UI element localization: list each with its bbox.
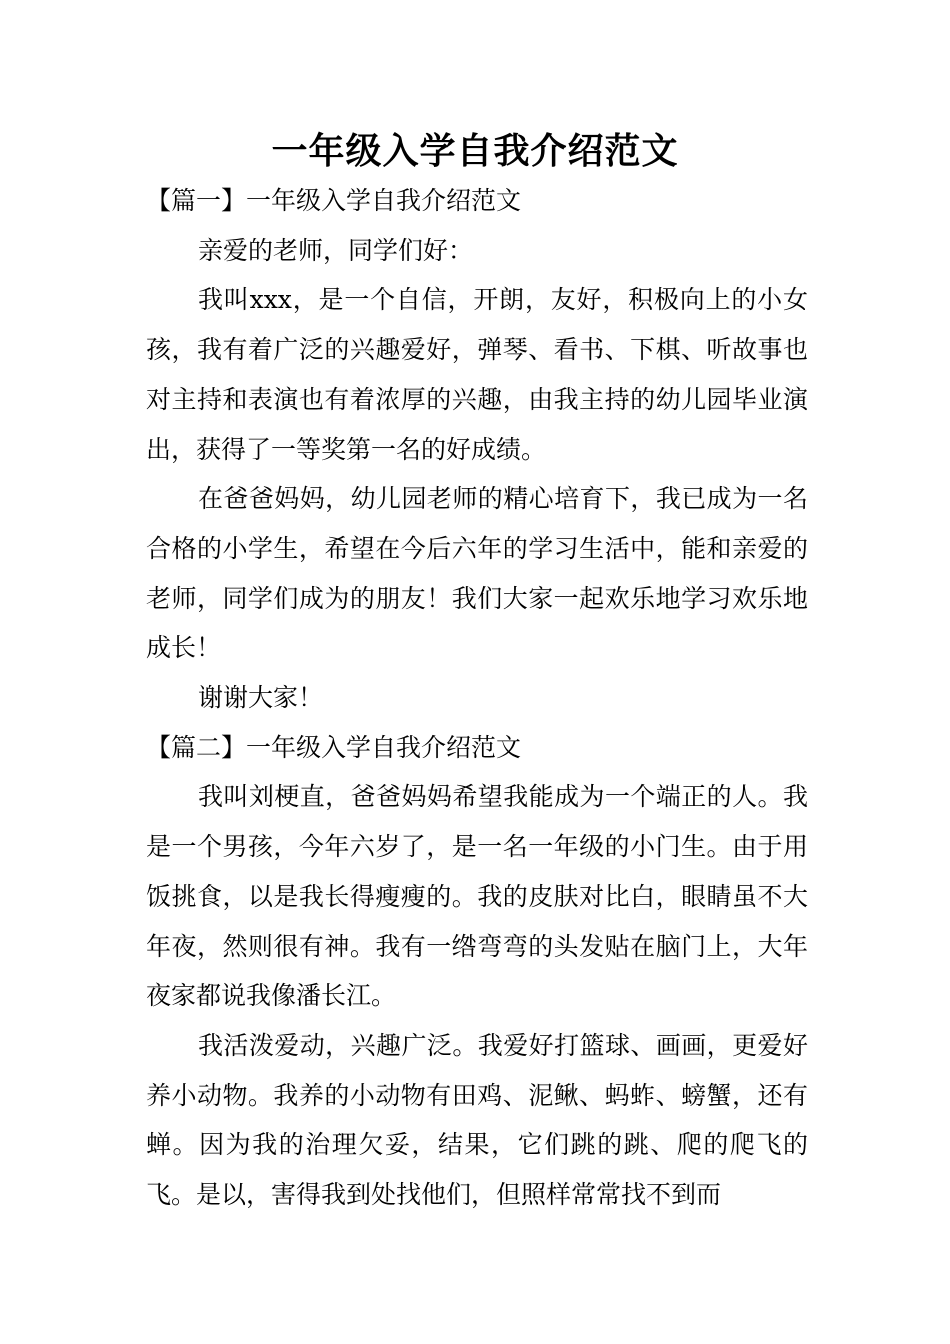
paragraph-greeting: 亲爱的老师，同学们好： xyxy=(198,235,474,265)
document-body xyxy=(146,176,808,1220)
section-heading-2: 【篇二】一年级入学自我介绍范文 xyxy=(146,732,522,762)
paragraph-thanks: 谢谢大家！ xyxy=(198,683,324,713)
paragraph-hobbies: 我活泼爱动，兴趣广泛。我爱好打篮球、画画，更爱好养小动物。我养的小动物有田鸡、泥鳅、蚂蚱、螃蟹，还有蝉。因为我的治理欠妥，结果，它们跳的跳、爬的爬飞的飞。是以，害得我到处找他们，但照样常常找不到而 xyxy=(146,1030,808,1210)
section-heading-1: 【篇一】一年级入学自我介绍范文 xyxy=(146,186,522,215)
paragraph-intro: 我叫xxx，是一个自信，开朗，友好，积极向上的小女孩，我有着广泛的兴趣爱好，弹琴、看书、下棋、听故事也对主持和表演也有着浓厚的兴趣，由我主持的幼儿园毕业演出，获得了一等奖第一名的好成绩。 xyxy=(146,285,808,464)
document-title: 一年级入学自我介绍范文 xyxy=(271,131,679,172)
paragraph-self-description: 我叫刘梗直，爸爸妈妈希望我能成为一个端正的人。我是一个男孩，今年六岁了，是一名一年级的小门生。由于用饭挑食，以是我长得瘦瘦的。我的皮肤对比白，眼睛虽不大年夜，然则很有神。我有一绺弯弯的头发贴在脑门上，大年夜家都说我像潘长江。 xyxy=(146,782,808,1011)
paragraph-hope: 在爸爸妈妈，幼儿园老师的精心培育下，我已成为一名合格的小学生，希望在今后六年的学习生活中，能和亲爱的老师，同学们成为的朋友！我们大家一起欢乐地学习欢乐地成长！ xyxy=(146,484,808,663)
